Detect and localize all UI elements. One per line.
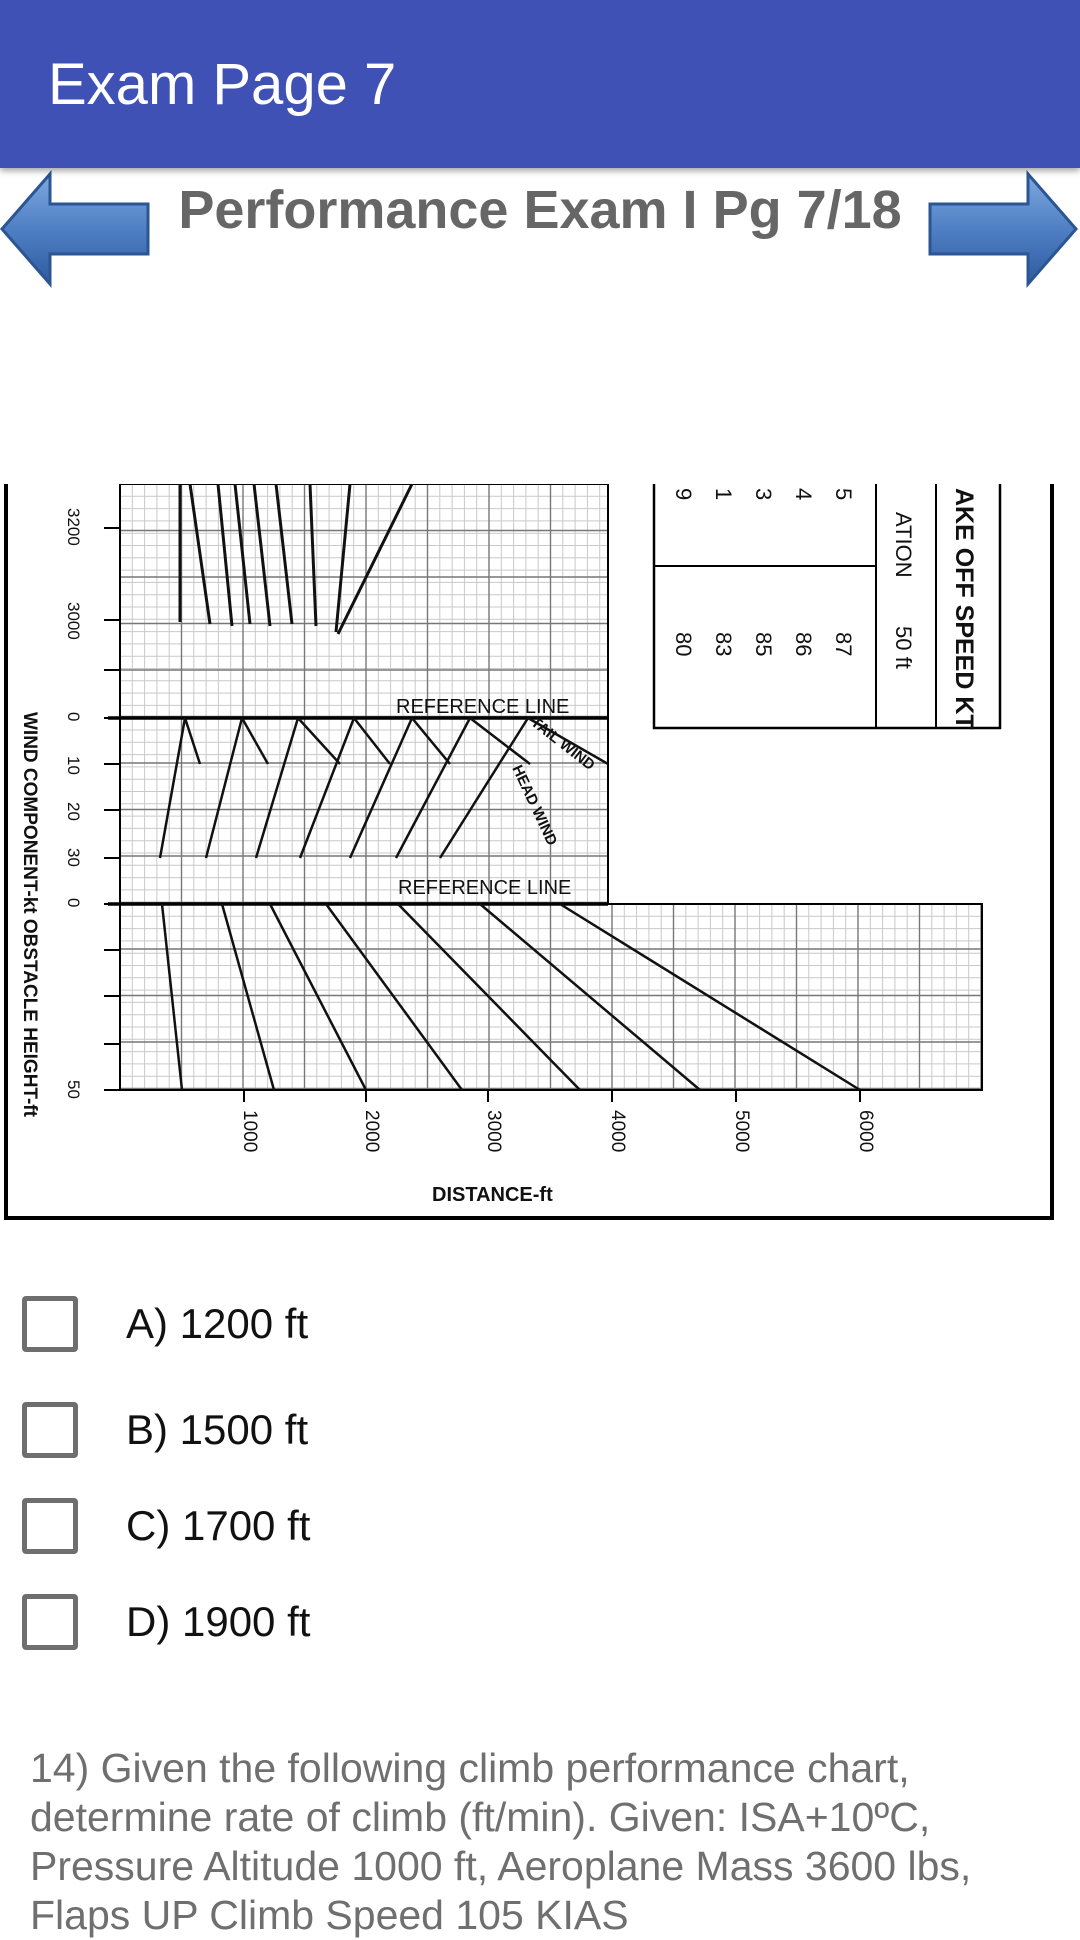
- left-tick-label: 0: [64, 898, 83, 908]
- answer-option-a[interactable]: [0, 1290, 1080, 1370]
- app-bar: [0, 0, 1080, 168]
- obstacle-line: [162, 904, 182, 1090]
- distance-tick-label: 1000: [239, 1110, 260, 1153]
- head-wind-line: [206, 718, 242, 858]
- answer-label: C) 1700 ft: [126, 1502, 311, 1549]
- left-axis-label: WIND COMPONENT-kt OBSTACLE HEIGHT-ft: [19, 712, 40, 1117]
- distance-tick-label: 2000: [361, 1110, 382, 1153]
- left-tick-label: 30: [64, 848, 83, 867]
- table-cell: 87: [831, 632, 856, 657]
- answer-checkbox[interactable]: [22, 1498, 78, 1554]
- table-cell: 3: [751, 488, 776, 501]
- distance-axis-label: DISTANCE-ft: [432, 1184, 553, 1206]
- table-title: AKE OFF SPEED KT: [950, 488, 978, 730]
- obstacle-line: [480, 904, 700, 1090]
- question-text: 14) Given the following climb performance chart, determine rate of climb (ft/min). Given: ISA+10ºC, Pressure Altitude 1000 ft, Aeroplane Mass 3600 lbs, Flaps UP Climb Speed 105 KIAS: [30, 1745, 972, 1938]
- head-wind-line: [396, 718, 470, 858]
- takeoff-speed-table: [654, 484, 1000, 730]
- takeoff-distance-chart: [0, 484, 1080, 1224]
- left-tick-label: 10: [64, 756, 83, 775]
- table-cell: 85: [751, 632, 776, 657]
- table-values: [671, 488, 856, 656]
- distance-tick-label: 4000: [607, 1110, 628, 1153]
- right-arrow-icon: [928, 170, 1078, 288]
- table-cell: 83: [711, 632, 736, 657]
- app-title: Exam Page 7: [48, 52, 397, 117]
- answer-checkbox[interactable]: [22, 1296, 78, 1352]
- head-wind-label: HEAD WIND: [508, 762, 561, 849]
- answer-option-c[interactable]: [0, 1492, 1080, 1572]
- answer-checkbox[interactable]: [22, 1594, 78, 1650]
- distance-tick-label: 3000: [483, 1110, 504, 1153]
- left-arrow-icon: [0, 170, 150, 288]
- previous-page-button[interactable]: [0, 170, 150, 288]
- page-navigation: [0, 168, 1080, 298]
- left-tick-label: 50: [64, 1080, 83, 1099]
- guide-curve: [310, 484, 316, 626]
- answer-label: A) 1200 ft: [126, 1300, 309, 1347]
- table-cell: 1: [711, 488, 736, 501]
- obstacle-line: [326, 904, 462, 1090]
- left-tick-label: 3000: [64, 602, 83, 640]
- next-page-button[interactable]: [928, 170, 1078, 288]
- head-wind-line: [440, 718, 528, 858]
- answer-option-d[interactable]: [0, 1588, 1080, 1668]
- table-cell: 86: [791, 632, 816, 657]
- head-wind-line: [300, 718, 354, 858]
- table-cell: 4: [791, 488, 816, 501]
- tail-wind-line: [185, 718, 200, 764]
- table-cell: 80: [671, 632, 696, 657]
- chart-grid: [108, 484, 982, 1090]
- reference-line-label-lower: REFERENCE LINE: [398, 877, 572, 899]
- left-axis-tick-labels: [64, 508, 83, 1099]
- tail-wind-line: [354, 718, 390, 764]
- distance-tick-label: 5000: [731, 1110, 752, 1153]
- tail-wind-line: [412, 718, 450, 764]
- page-heading: Performance Exam I Pg 7/18: [178, 180, 902, 240]
- table-cell: 5: [831, 488, 856, 501]
- table-column-1-header: ATION: [891, 512, 916, 578]
- left-tick-label: 0: [64, 712, 83, 722]
- answer-label: D) 1900 ft: [126, 1598, 311, 1645]
- answer-checkbox[interactable]: [22, 1402, 78, 1458]
- obstacle-line: [270, 904, 366, 1090]
- distance-tick-labels: [239, 1090, 876, 1152]
- reference-line-label-upper: REFERENCE LINE: [396, 696, 570, 718]
- distance-tick-label: 6000: [855, 1110, 876, 1153]
- answer-label: B) 1500 ft: [126, 1406, 309, 1453]
- left-tick-label: 20: [64, 802, 83, 821]
- tail-wind-label: TAIL WIND: [527, 713, 598, 775]
- chart-frame: [6, 484, 1052, 1218]
- tail-wind-line: [470, 718, 530, 764]
- table-cell: 9: [671, 488, 696, 501]
- answer-option-b[interactable]: [0, 1396, 1080, 1476]
- chart-guide-lines: [104, 484, 860, 1090]
- table-column-2-header: 50 ft: [891, 626, 916, 669]
- guide-curve: [190, 484, 210, 624]
- guide-curve: [218, 484, 232, 626]
- obstacle-line: [222, 904, 274, 1090]
- guide-curve: [276, 484, 292, 624]
- left-tick-label: 3200: [64, 508, 83, 546]
- performance-chart-image: [0, 484, 1080, 1224]
